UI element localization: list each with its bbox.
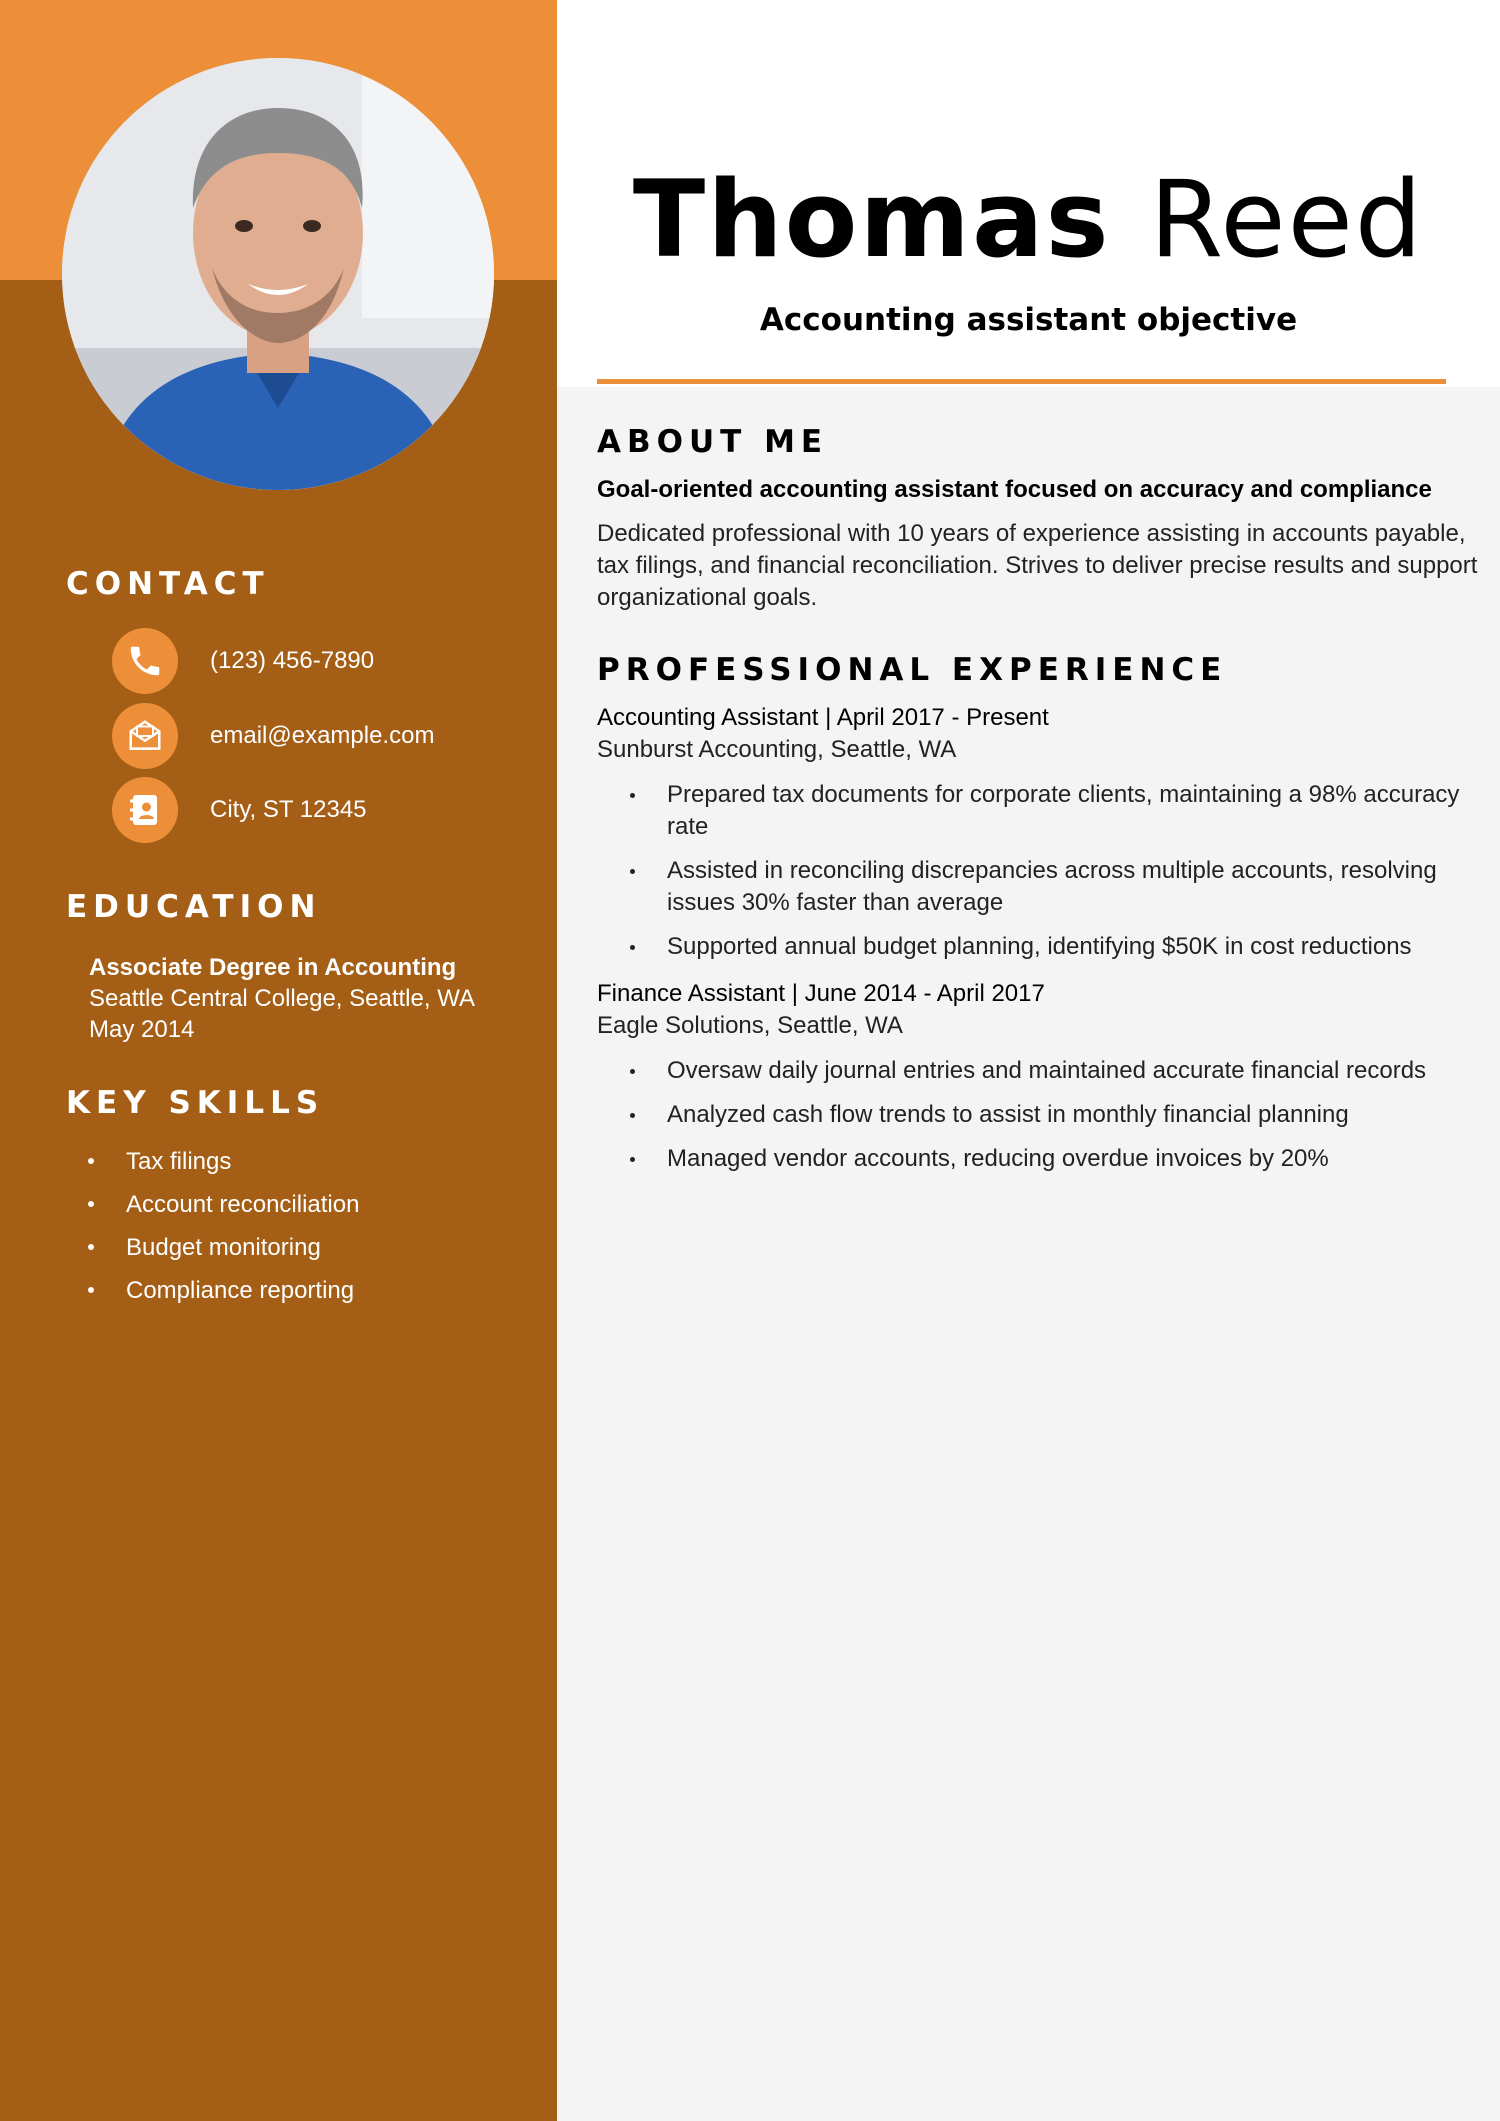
job-company: Sunburst Accounting, Seattle, WA	[597, 736, 957, 763]
education-date: May 2014	[89, 1016, 195, 1043]
contact-address-text: City, ST 12345	[210, 796, 367, 823]
skills-list	[86, 1147, 359, 1319]
skill-text: Tax filings	[126, 1148, 232, 1175]
header-divider	[597, 379, 1446, 384]
job-bullets	[627, 779, 1487, 975]
experience-heading: PROFESSIONAL EXPERIENCE	[597, 652, 1228, 688]
bullet-dot	[88, 1201, 94, 1207]
contact-phone	[112, 628, 374, 694]
job-bullet	[627, 779, 1487, 843]
job-bullet	[627, 1143, 1487, 1175]
job-bullet-text: Oversaw daily journal entries and maintained accurate financial records	[667, 1057, 1427, 1084]
skill-text: Account reconciliation	[126, 1191, 360, 1218]
bullet-dot	[88, 1158, 94, 1164]
skill-text: Compliance reporting	[126, 1277, 355, 1304]
bullet-dot	[630, 1069, 635, 1074]
contact-phone-text[interactable]: (123) 456-7890	[210, 647, 375, 674]
bullet-dot	[88, 1287, 94, 1293]
skill-item	[86, 1147, 359, 1190]
bullet-dot	[630, 793, 635, 798]
job-bullets	[627, 1055, 1487, 1187]
job-bullet-text: Prepared tax documents for corporate clients, maintaining a 98% accuracy rate	[667, 781, 1460, 840]
resume-subtitle: Accounting assistant objective	[759, 302, 1298, 338]
job-bullet	[627, 1099, 1487, 1131]
bullet-dot	[630, 869, 635, 874]
education-school: Seattle Central College, Seattle, WA	[89, 985, 475, 1012]
skill-text: Budget monitoring	[126, 1234, 321, 1261]
about-body: Dedicated professional with 10 years of experience assisting in accounts payable, tax filings, and financial reconciliation. Strives to deliver precise results and support organizational goals.	[597, 520, 1478, 611]
education-degree: Associate Degree in Accounting	[89, 954, 457, 981]
job-company: Eagle Solutions, Seattle, WA	[597, 1012, 903, 1039]
about-title: Goal-oriented accounting assistant focused on accuracy and compliance	[597, 476, 1432, 503]
candidate-name	[557, 160, 1500, 280]
job-title: Finance Assistant | June 2014 - April 2017	[597, 980, 1045, 1007]
skill-item	[86, 1276, 359, 1319]
profile-photo	[62, 58, 494, 490]
contact-email	[112, 703, 434, 769]
contact-email-text[interactable]: email@example.com	[210, 722, 435, 749]
about-heading: ABOUT ME	[597, 424, 829, 460]
education-entry	[89, 952, 475, 1045]
phone-icon	[112, 628, 178, 694]
first-name: Thomas	[632, 158, 1111, 281]
bullet-dot	[88, 1244, 94, 1250]
contact-heading: CONTACT	[66, 566, 270, 602]
education-heading: EDUCATION	[66, 889, 322, 925]
job-bullet-text: Assisted in reconciling discrepancies across multiple accounts, resolving issues 30% faster than average	[667, 857, 1437, 916]
job-bullet	[627, 1055, 1487, 1087]
job-bullet-text: Analyzed cash flow trends to assist in monthly financial planning	[667, 1101, 1349, 1128]
bullet-dot	[630, 1113, 635, 1118]
email-icon	[112, 703, 178, 769]
job-bullet-text: Managed vendor accounts, reducing overdue invoices by 20%	[667, 1145, 1329, 1172]
job-title: Accounting Assistant | April 2017 - Present	[597, 704, 1049, 731]
bullet-dot	[630, 1157, 635, 1162]
job-bullet	[627, 855, 1487, 919]
last-name: Reed	[1149, 158, 1425, 281]
job-bullet	[627, 931, 1487, 963]
skills-heading: KEY SKILLS	[66, 1085, 325, 1121]
skill-item	[86, 1233, 359, 1276]
bullet-dot	[630, 945, 635, 950]
address-icon	[112, 777, 178, 843]
contact-address	[112, 777, 367, 843]
skill-item	[86, 1190, 359, 1233]
job-bullet-text: Supported annual budget planning, identifying $50K in cost reductions	[667, 933, 1412, 960]
